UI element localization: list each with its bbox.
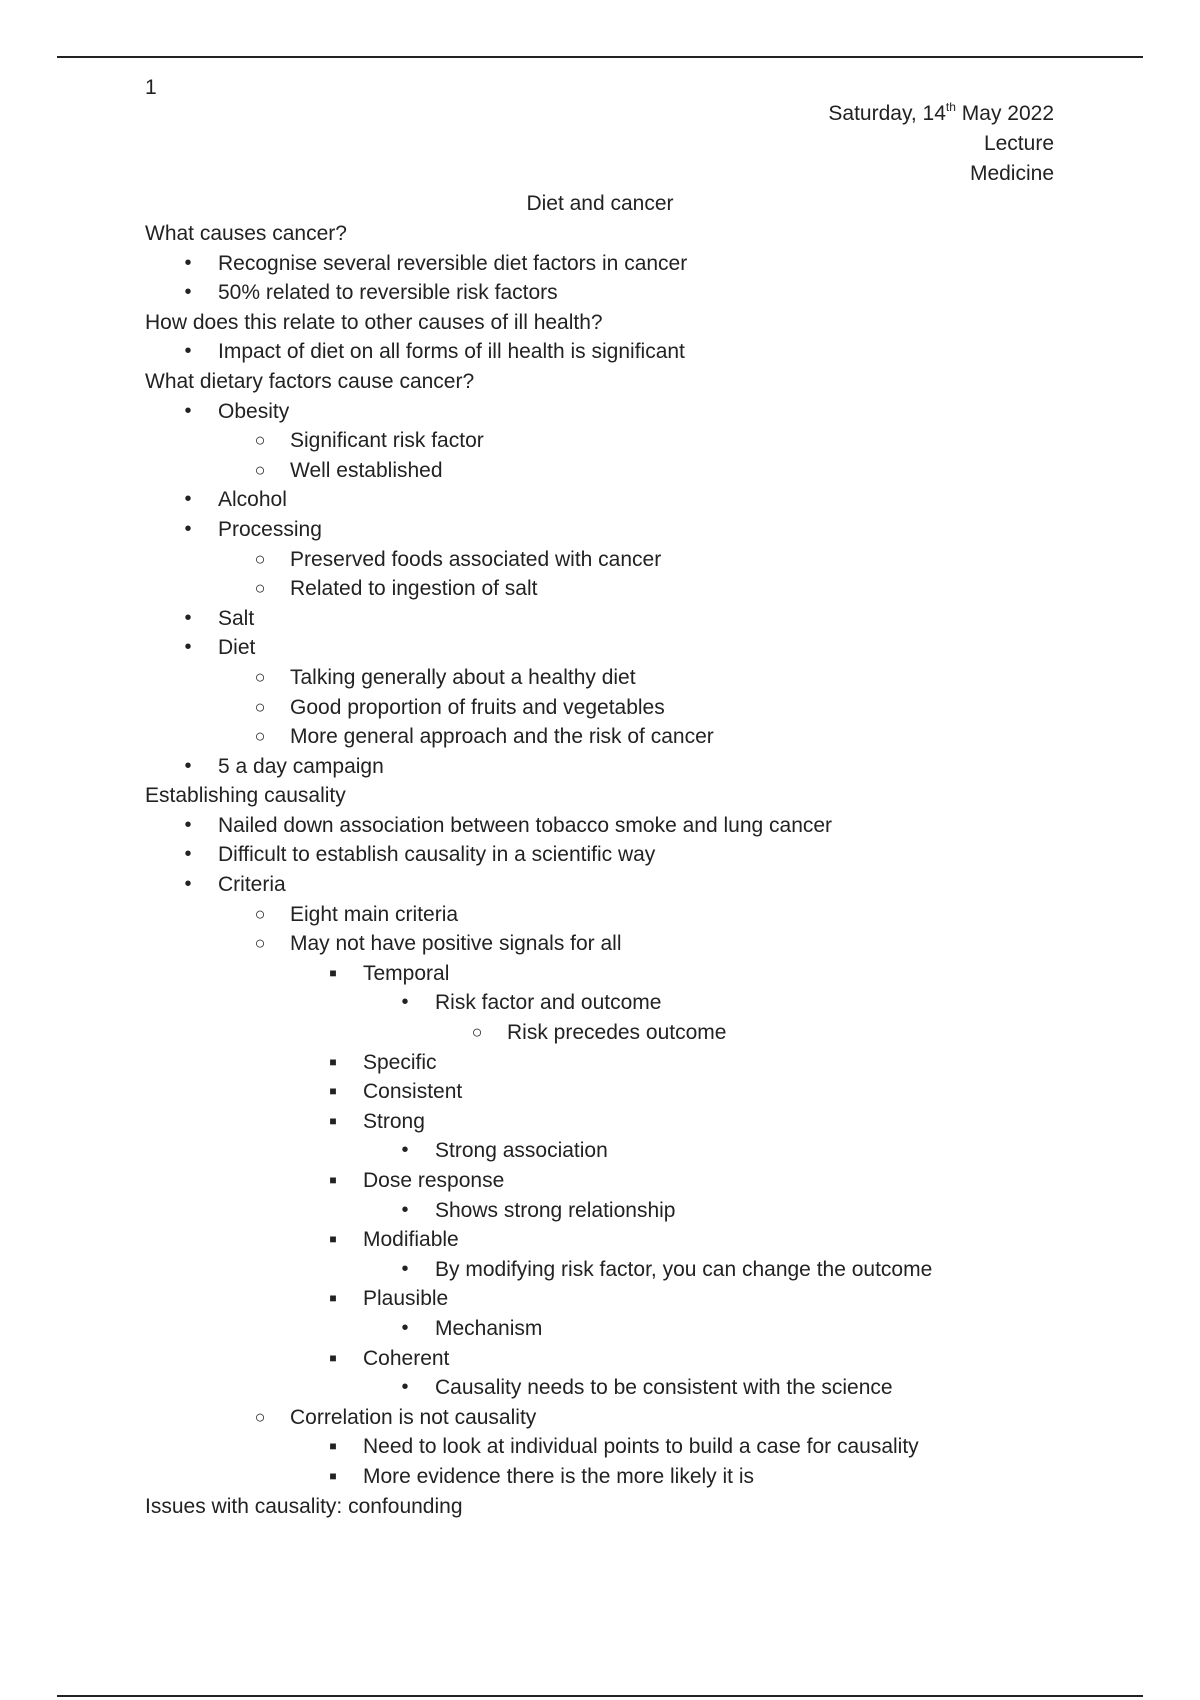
bullet-marker: • — [184, 251, 192, 274]
list-item — [145, 840, 1095, 870]
list-item-text: Good proportion of fruits and vegetables — [290, 695, 665, 719]
bullet-marker: • — [401, 1316, 409, 1339]
list-item — [145, 249, 1095, 279]
bullet-marker: • — [184, 399, 192, 422]
list-item-text: Preserved foods associated with cancer — [290, 547, 662, 571]
bullet-marker: ○ — [254, 696, 266, 717]
bullet-marker: ■ — [329, 965, 337, 980]
list-item-text: Criteria — [218, 873, 286, 897]
list-item — [145, 1018, 1095, 1048]
bullet-marker: ○ — [254, 933, 266, 954]
bullet-marker: ■ — [329, 1084, 337, 1099]
list-item-text: Consistent — [363, 1080, 463, 1104]
list-item-text: More general approach and the risk of cancer — [290, 725, 714, 749]
bullet-marker: ■ — [329, 1113, 337, 1128]
list-item-text: Processing — [218, 517, 322, 541]
section-heading — [145, 219, 1095, 249]
notes-body — [145, 219, 1095, 1521]
bullet-marker: ○ — [254, 459, 266, 480]
header-date — [828, 99, 1054, 129]
list-item-text: Recognise several reversible diet factors in cancer — [218, 251, 688, 275]
list-item — [145, 1314, 1095, 1344]
bullet-marker: • — [184, 636, 192, 659]
list-item — [145, 663, 1095, 693]
list-item-text: Risk precedes outcome — [507, 1021, 727, 1045]
section-heading-text: Issues with causality: confounding — [145, 1494, 463, 1518]
list-item — [145, 900, 1095, 930]
list-item — [145, 574, 1095, 604]
section-heading — [145, 1492, 1095, 1522]
bullet-marker: ○ — [254, 430, 266, 451]
list-item-text: Mechanism — [435, 1316, 543, 1340]
list-item — [145, 1107, 1095, 1137]
list-item — [145, 1225, 1095, 1255]
bullet-marker: ○ — [471, 1022, 483, 1043]
section-heading — [145, 781, 1095, 811]
list-item-text: Salt — [218, 606, 255, 630]
list-item — [145, 1136, 1095, 1166]
list-item — [145, 1373, 1095, 1403]
bullet-marker: • — [184, 813, 192, 836]
list-item — [145, 456, 1095, 486]
list-item — [145, 1462, 1095, 1492]
list-item-text: Difficult to establish causality in a scientific way — [218, 843, 656, 867]
list-item — [145, 988, 1095, 1018]
bullet-marker: ○ — [254, 666, 266, 687]
bullet-marker: ■ — [329, 1291, 337, 1306]
list-item — [145, 1166, 1095, 1196]
bullet-marker: • — [184, 281, 192, 304]
list-item — [145, 811, 1095, 841]
header-type: Lecture — [983, 132, 1054, 155]
list-item — [145, 1255, 1095, 1285]
bullet-marker: • — [401, 1198, 409, 1221]
list-item-text: Shows strong relationship — [435, 1198, 676, 1222]
bullet-marker: • — [184, 754, 192, 777]
list-item-text: Well established — [290, 458, 443, 482]
list-item-text: Eight main criteria — [290, 902, 459, 926]
section-heading-text: How does this relate to other causes of ill health? — [145, 310, 603, 334]
bullet-marker: • — [184, 517, 192, 540]
list-item-text: Related to ingestion of salt — [290, 577, 538, 601]
list-item-text: Temporal — [363, 961, 450, 985]
bullet-marker: • — [401, 991, 409, 1014]
list-item — [145, 693, 1095, 723]
list-item-text: Strong association — [435, 1139, 608, 1163]
list-item-text: Correlation is not causality — [290, 1405, 537, 1429]
bullet-marker: ■ — [329, 1173, 337, 1187]
list-item-text: Diet — [218, 636, 256, 660]
bullet-marker: ○ — [254, 903, 266, 924]
bullet-marker: • — [184, 606, 192, 629]
list-item — [145, 337, 1095, 367]
list-item — [145, 397, 1095, 427]
list-item-text: Significant risk factor — [290, 429, 484, 453]
bullet-marker: ■ — [329, 1232, 337, 1247]
list-item — [145, 633, 1095, 663]
page-number: 1 — [145, 76, 157, 99]
list-item — [145, 515, 1095, 545]
list-item-text: More evidence there is the more likely it is — [363, 1464, 754, 1488]
list-item-text: Risk factor and outcome — [435, 991, 662, 1015]
list-item-text: Alcohol — [218, 488, 287, 512]
bullet-marker: ■ — [329, 1468, 337, 1483]
bullet-marker: • — [184, 488, 192, 511]
list-item-text: Impact of diet on all forms of ill health is significant — [218, 340, 685, 364]
bullet-marker: ○ — [254, 1406, 266, 1427]
header-subject: Medicine — [969, 162, 1054, 185]
list-item-text: May not have positive signals for all — [290, 932, 622, 956]
list-item — [145, 870, 1095, 900]
list-item-text: By modifying risk factor, you can change the outcome — [435, 1257, 933, 1281]
section-heading-text: What causes cancer? — [145, 222, 347, 245]
section-heading-text: Establishing causality — [145, 784, 346, 808]
list-item — [145, 545, 1095, 575]
top-rule — [57, 56, 1143, 58]
list-item-text: Plausible — [363, 1287, 449, 1311]
date-suffix: May 2022 — [955, 102, 1054, 125]
list-item — [145, 1403, 1095, 1433]
bullet-marker: ■ — [329, 1350, 337, 1365]
list-item — [145, 485, 1095, 515]
bullet-marker: ○ — [254, 578, 266, 599]
list-item-text: 50% related to reversible risk factors — [218, 281, 558, 305]
list-item — [145, 604, 1095, 634]
list-item — [145, 1344, 1095, 1374]
bullet-marker: • — [401, 1376, 409, 1399]
bullet-marker: • — [401, 1257, 409, 1280]
list-item — [145, 278, 1095, 308]
list-item — [145, 959, 1095, 989]
section-heading — [145, 308, 1095, 338]
section-heading — [145, 367, 1095, 397]
bullet-marker: ■ — [329, 1054, 337, 1069]
bullet-marker: ■ — [329, 1439, 337, 1454]
list-item-text: Modifiable — [363, 1228, 459, 1252]
bullet-marker: ○ — [254, 548, 266, 569]
list-item — [145, 752, 1095, 782]
list-item — [145, 1432, 1095, 1462]
date-superscript: th — [945, 100, 956, 114]
list-item-text: Specific — [363, 1050, 437, 1074]
list-item-text: Talking generally about a healthy diet — [290, 665, 636, 689]
list-item — [145, 1196, 1095, 1226]
list-item-text: Need to look at individual points to build a case for causality — [363, 1435, 919, 1459]
list-item-text: Causality needs to be consistent with the science — [435, 1376, 893, 1400]
list-item — [145, 426, 1095, 456]
document-header — [828, 99, 1054, 189]
list-item-text: Coherent — [363, 1346, 450, 1370]
list-item-text: Strong — [363, 1109, 425, 1133]
list-item-text: 5 a day campaign — [218, 754, 384, 778]
bottom-rule — [57, 1695, 1143, 1697]
list-item-text: Nailed down association between tobacco smoke and lung cancer — [218, 813, 833, 837]
list-item — [145, 929, 1095, 959]
bullet-marker: • — [184, 873, 192, 896]
list-item — [145, 1048, 1095, 1078]
date-prefix: Saturday, 14 — [828, 102, 946, 125]
bullet-marker: • — [184, 843, 192, 866]
bullet-marker: • — [401, 1139, 409, 1162]
bullet-marker: • — [184, 340, 192, 363]
list-item-text: Obesity — [218, 399, 290, 423]
section-heading-text: What dietary factors cause cancer? — [145, 369, 475, 393]
list-item — [145, 722, 1095, 752]
list-item — [145, 1077, 1095, 1107]
list-item — [145, 1284, 1095, 1314]
document-title: Diet and cancer — [526, 192, 674, 215]
list-item-text: Dose response — [363, 1169, 505, 1192]
bullet-marker: ○ — [254, 726, 266, 747]
